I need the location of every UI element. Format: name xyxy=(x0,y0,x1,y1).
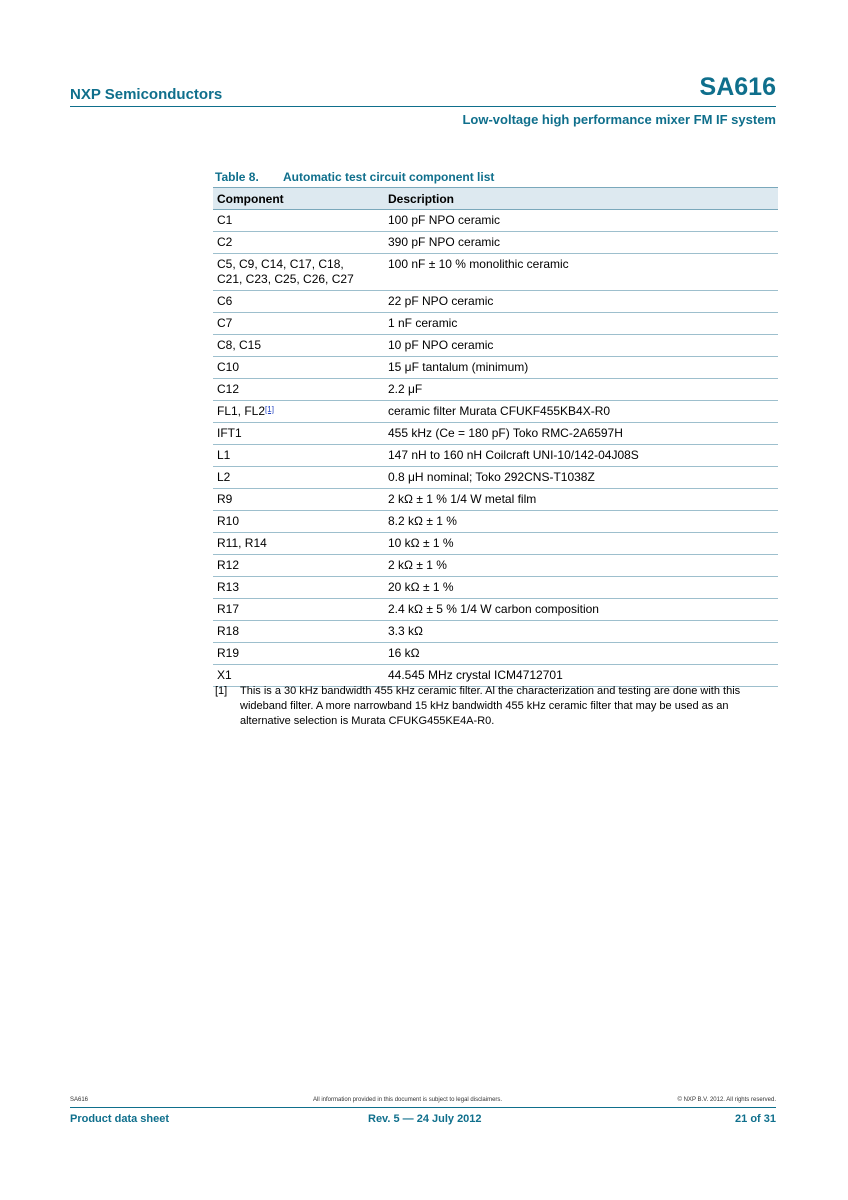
component-cell xyxy=(213,335,384,357)
table-row xyxy=(213,401,778,423)
component-cell xyxy=(213,254,384,291)
footer-doc-type: Product data sheet xyxy=(70,1113,170,1125)
table-row xyxy=(213,335,778,357)
description-cell: 10 kΩ ± 1 % xyxy=(384,533,778,555)
table-row xyxy=(213,533,778,555)
footer-doc-id: SA616 xyxy=(70,1097,89,1103)
footer-disclaimer: All information provided in this document is subject to legal disclaimers. xyxy=(313,1097,503,1103)
company-name: NXP Semiconductors xyxy=(70,86,223,103)
description-cell: 2 kΩ ± 1 % 1/4 W metal film xyxy=(384,489,778,511)
component-cell xyxy=(213,445,384,467)
description-cell: ceramic filter Murata CFUKF455KB4X-R0 xyxy=(384,401,778,423)
component-designator: R11, R14 xyxy=(217,536,267,550)
description-cell: 147 nH to 160 nH Coilcraft UNI-10/142-04J08S xyxy=(384,445,778,467)
description-cell: 390 pF NPO ceramic xyxy=(384,232,778,254)
table-number: Table 8. xyxy=(215,170,259,184)
table-title: Automatic test circuit component list xyxy=(283,170,495,184)
description-cell: 16 kΩ xyxy=(384,643,778,665)
component-table xyxy=(213,187,778,687)
component-cell xyxy=(213,533,384,555)
component-cell xyxy=(213,599,384,621)
component-designator: X1 xyxy=(217,668,232,682)
table-row xyxy=(213,357,778,379)
component-cell xyxy=(213,379,384,401)
description-cell: 10 pF NPO ceramic xyxy=(384,335,778,357)
component-designator: R12 xyxy=(217,558,240,572)
component-designator: C8, C15 xyxy=(217,338,262,352)
description-cell: 2 kΩ ± 1 % xyxy=(384,555,778,577)
component-cell xyxy=(213,291,384,313)
component-designator: L1 xyxy=(217,448,231,462)
table-row xyxy=(213,643,778,665)
component-designator: C10 xyxy=(217,360,240,374)
description-cell: 22 pF NPO ceramic xyxy=(384,291,778,313)
component-cell xyxy=(213,467,384,489)
document-subtitle: Low-voltage high performance mixer FM IF system xyxy=(462,112,776,127)
component-designator: R18 xyxy=(217,624,240,638)
table-row xyxy=(213,511,778,533)
description-cell: 455 kHz (Ce = 180 pF) Toko RMC-2A6597H xyxy=(384,423,778,445)
description-cell: 0.8 μH nominal; Toko 292CNS-T1038Z xyxy=(384,467,778,489)
description-cell: 2.2 μF xyxy=(384,379,778,401)
column-header-description: Description xyxy=(384,188,778,210)
component-designator: C1 xyxy=(217,213,233,227)
footer-page-number: 21 of 31 xyxy=(735,1113,776,1125)
table-row xyxy=(213,467,778,489)
table-row xyxy=(213,423,778,445)
component-designator: C6 xyxy=(217,294,233,308)
component-cell xyxy=(213,511,384,533)
table-row xyxy=(213,379,778,401)
description-cell: 20 kΩ ± 1 % xyxy=(384,577,778,599)
table-row xyxy=(213,210,778,232)
component-cell xyxy=(213,577,384,599)
table-row xyxy=(213,577,778,599)
component-cell xyxy=(213,555,384,577)
component-cell xyxy=(213,423,384,445)
description-cell: 100 pF NPO ceramic xyxy=(384,210,778,232)
table-row xyxy=(213,555,778,577)
component-designator: C2 xyxy=(217,235,233,249)
description-cell: 1 nF ceramic xyxy=(384,313,778,335)
table-caption xyxy=(215,170,494,184)
description-cell: 8.2 kΩ ± 1 % xyxy=(384,511,778,533)
column-header-component: Component xyxy=(213,188,384,210)
description-cell: 3.3 kΩ xyxy=(384,621,778,643)
component-designator: IFT1 xyxy=(217,426,242,440)
description-cell: 44.545 MHz crystal ICM4712701 xyxy=(384,665,778,687)
table-row xyxy=(213,445,778,467)
table-row xyxy=(213,313,778,335)
footnote-reference-link[interactable]: [1] xyxy=(265,405,274,414)
footnote-text: This is a 30 kHz bandwidth 455 kHz ceramic filter. Al the characterization and testing are done with this wideband filter. A more narrowband 15 kHz bandwidth 455 kHz ceramic filter that may be used as an alternative selection is Murata CFUKG455KE4A-R0. xyxy=(240,685,741,727)
component-cell xyxy=(213,643,384,665)
component-cell xyxy=(213,357,384,379)
component-cell xyxy=(213,621,384,643)
component-designator: C12 xyxy=(217,382,240,396)
component-cell xyxy=(213,210,384,232)
component-designator-continued: C21, C23, C25, C26, C27 xyxy=(217,272,354,286)
description-cell: 2.4 kΩ ± 5 % 1/4 W carbon composition xyxy=(384,599,778,621)
component-designator: C5, C9, C14, C17, C18, xyxy=(217,257,344,271)
component-designator: R10 xyxy=(217,514,240,528)
table-row xyxy=(213,489,778,511)
component-designator: R9 xyxy=(217,492,233,506)
component-cell xyxy=(213,313,384,335)
footer-rule xyxy=(70,1107,776,1108)
component-designator: R19 xyxy=(217,646,240,660)
footnote-marker: [1] xyxy=(215,685,228,697)
footnote xyxy=(215,684,775,729)
footer-revision: Rev. 5 — 24 July 2012 xyxy=(368,1113,482,1125)
component-cell xyxy=(213,401,384,423)
table-row xyxy=(213,621,778,643)
description-cell: 100 nF ± 10 % monolithic ceramic xyxy=(384,254,778,291)
component-cell xyxy=(213,489,384,511)
component-designator: R13 xyxy=(217,580,240,594)
table-row xyxy=(213,232,778,254)
product-name: SA616 xyxy=(699,73,776,101)
description-cell: 15 μF tantalum (minimum) xyxy=(384,357,778,379)
header-rule xyxy=(70,106,776,107)
table-row xyxy=(213,599,778,621)
table-row xyxy=(213,291,778,313)
component-cell xyxy=(213,232,384,254)
table-header-row xyxy=(213,188,778,210)
component-designator: FL1, FL2 xyxy=(217,404,266,418)
component-designator: L2 xyxy=(217,470,231,484)
component-designator: C7 xyxy=(217,316,233,330)
table-row xyxy=(213,254,778,291)
component-designator: R17 xyxy=(217,602,240,616)
footer-copyright: © NXP B.V. 2012. All rights reserved. xyxy=(677,1097,776,1103)
